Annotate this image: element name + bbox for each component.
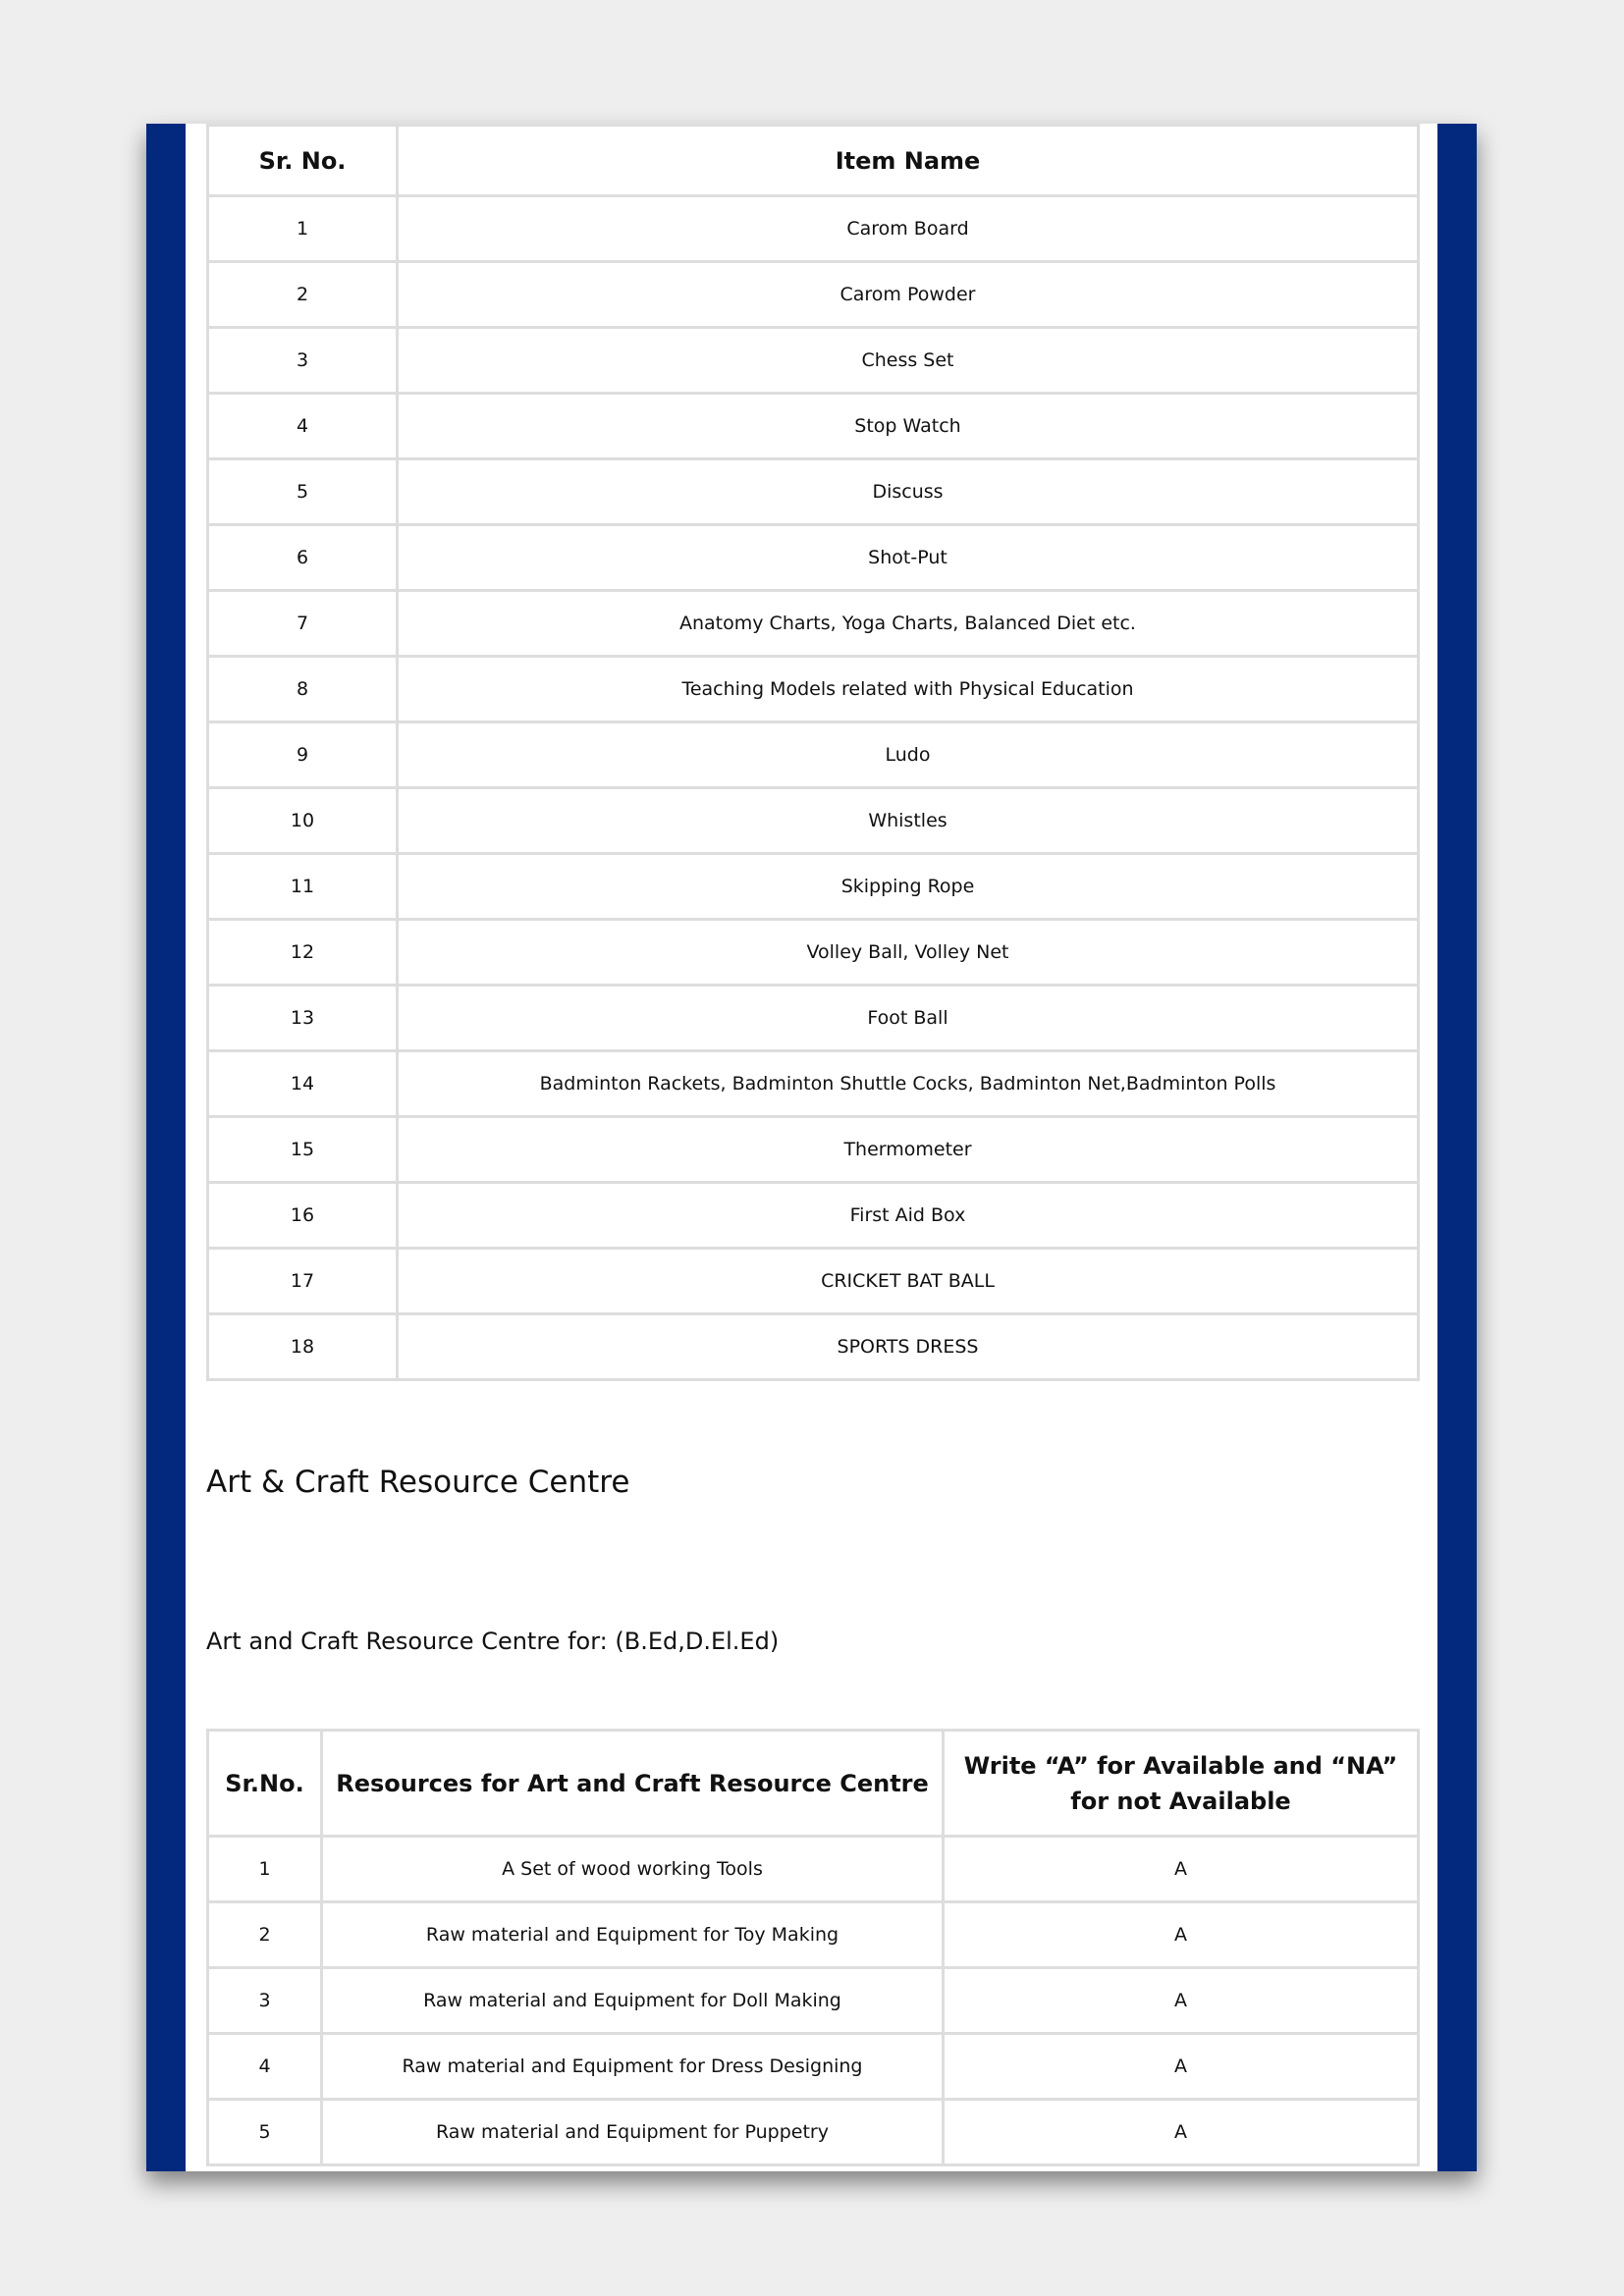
table-row	[208, 1117, 1419, 1183]
cell-sr-no: 2	[208, 1902, 322, 1968]
cell-resource: Raw material and Equipment for Doll Making	[322, 1968, 944, 2034]
cell-sr-no: 1	[208, 196, 398, 262]
cell-availability: A	[944, 2100, 1419, 2165]
cell-sr-no: 10	[208, 788, 398, 854]
cell-sr-no: 14	[208, 1051, 398, 1117]
cell-item-name: Badminton Rackets, Badminton Shuttle Cocks, Badminton Net,Badminton Polls	[398, 1051, 1419, 1117]
table-row	[208, 1968, 1419, 2034]
right-border-bar	[1437, 124, 1477, 2171]
table-row	[208, 986, 1419, 1051]
table-row	[208, 1902, 1419, 1968]
cell-sr-no: 3	[208, 1968, 322, 2034]
cell-sr-no: 9	[208, 722, 398, 788]
cell-item-name: Chess Set	[398, 328, 1419, 394]
table-row	[208, 920, 1419, 986]
cell-sr-no: 4	[208, 394, 398, 459]
table-row	[208, 591, 1419, 657]
table-row	[208, 1183, 1419, 1249]
cell-item-name: Discuss	[398, 459, 1419, 525]
cell-resource: Raw material and Equipment for Dress Designing	[322, 2034, 944, 2100]
cell-item-name: Ludo	[398, 722, 1419, 788]
cell-item-name: First Aid Box	[398, 1183, 1419, 1249]
section-subtitle: Art and Craft Resource Centre for: (B.Ed,D.El.Ed)	[206, 1628, 780, 1655]
art-craft-resources-table	[206, 1729, 1420, 2166]
cell-availability: A	[944, 2034, 1419, 2100]
cell-sr-no: 17	[208, 1249, 398, 1314]
cell-item-name: Carom Powder	[398, 262, 1419, 328]
table-row	[208, 1051, 1419, 1117]
header-sr-no: Sr. No.	[208, 126, 398, 196]
header-item-name: Item Name	[398, 126, 1419, 196]
cell-item-name: Anatomy Charts, Yoga Charts, Balanced Diet etc.	[398, 591, 1419, 657]
table-row	[208, 459, 1419, 525]
table-row	[208, 196, 1419, 262]
page-content	[206, 124, 1417, 2143]
cell-sr-no: 7	[208, 591, 398, 657]
table-row	[208, 2034, 1419, 2100]
cell-item-name: Shot-Put	[398, 525, 1419, 591]
table-row	[208, 328, 1419, 394]
cell-item-name: Skipping Rope	[398, 854, 1419, 920]
cell-sr-no: 1	[208, 1837, 322, 1902]
cell-availability: A	[944, 1968, 1419, 2034]
cell-item-name: Stop Watch	[398, 394, 1419, 459]
cell-sr-no: 13	[208, 986, 398, 1051]
table-row	[208, 657, 1419, 722]
cell-sr-no: 16	[208, 1183, 398, 1249]
cell-item-name: Whistles	[398, 788, 1419, 854]
table-row	[208, 262, 1419, 328]
table-row	[208, 1249, 1419, 1314]
cell-resource: Raw material and Equipment for Puppetry	[322, 2100, 944, 2165]
cell-sr-no: 4	[208, 2034, 322, 2100]
cell-item-name: Volley Ball, Volley Net	[398, 920, 1419, 986]
cell-availability: A	[944, 1837, 1419, 1902]
cell-sr-no: 18	[208, 1314, 398, 1380]
cell-sr-no: 2	[208, 262, 398, 328]
cell-sr-no: 8	[208, 657, 398, 722]
section-heading: Art & Craft Resource Centre	[206, 1465, 630, 1500]
cell-resource: Raw material and Equipment for Toy Making	[322, 1902, 944, 1968]
cell-item-name: CRICKET BAT BALL	[398, 1249, 1419, 1314]
cell-item-name: Thermometer	[398, 1117, 1419, 1183]
table-row	[208, 394, 1419, 459]
cell-sr-no: 15	[208, 1117, 398, 1183]
table-row	[208, 722, 1419, 788]
left-border-bar	[146, 124, 186, 2171]
cell-sr-no: 3	[208, 328, 398, 394]
table-row	[208, 788, 1419, 854]
cell-item-name: Teaching Models related with Physical Education	[398, 657, 1419, 722]
cell-sr-no: 11	[208, 854, 398, 920]
sports-equipment-table	[206, 124, 1420, 1381]
cell-sr-no: 5	[208, 2100, 322, 2165]
cell-resource: A Set of wood working Tools	[322, 1837, 944, 1902]
table-row	[208, 1837, 1419, 1902]
cell-item-name: SPORTS DRESS	[398, 1314, 1419, 1380]
table-row	[208, 1314, 1419, 1380]
header-sr-no: Sr.No.	[208, 1731, 322, 1837]
table-row	[208, 525, 1419, 591]
cell-sr-no: 12	[208, 920, 398, 986]
cell-sr-no: 6	[208, 525, 398, 591]
cell-availability: A	[944, 1902, 1419, 1968]
table-header-row	[208, 1731, 1419, 1837]
cell-sr-no: 5	[208, 459, 398, 525]
cell-item-name: Foot Ball	[398, 986, 1419, 1051]
header-availability: Write “A” for Available and “NA” for not Available	[944, 1731, 1419, 1837]
cell-item-name: Carom Board	[398, 196, 1419, 262]
table-row	[208, 854, 1419, 920]
table-header-row	[208, 126, 1419, 196]
document-page	[146, 124, 1477, 2171]
header-resources: Resources for Art and Craft Resource Centre	[322, 1731, 944, 1837]
table-row	[208, 2100, 1419, 2165]
